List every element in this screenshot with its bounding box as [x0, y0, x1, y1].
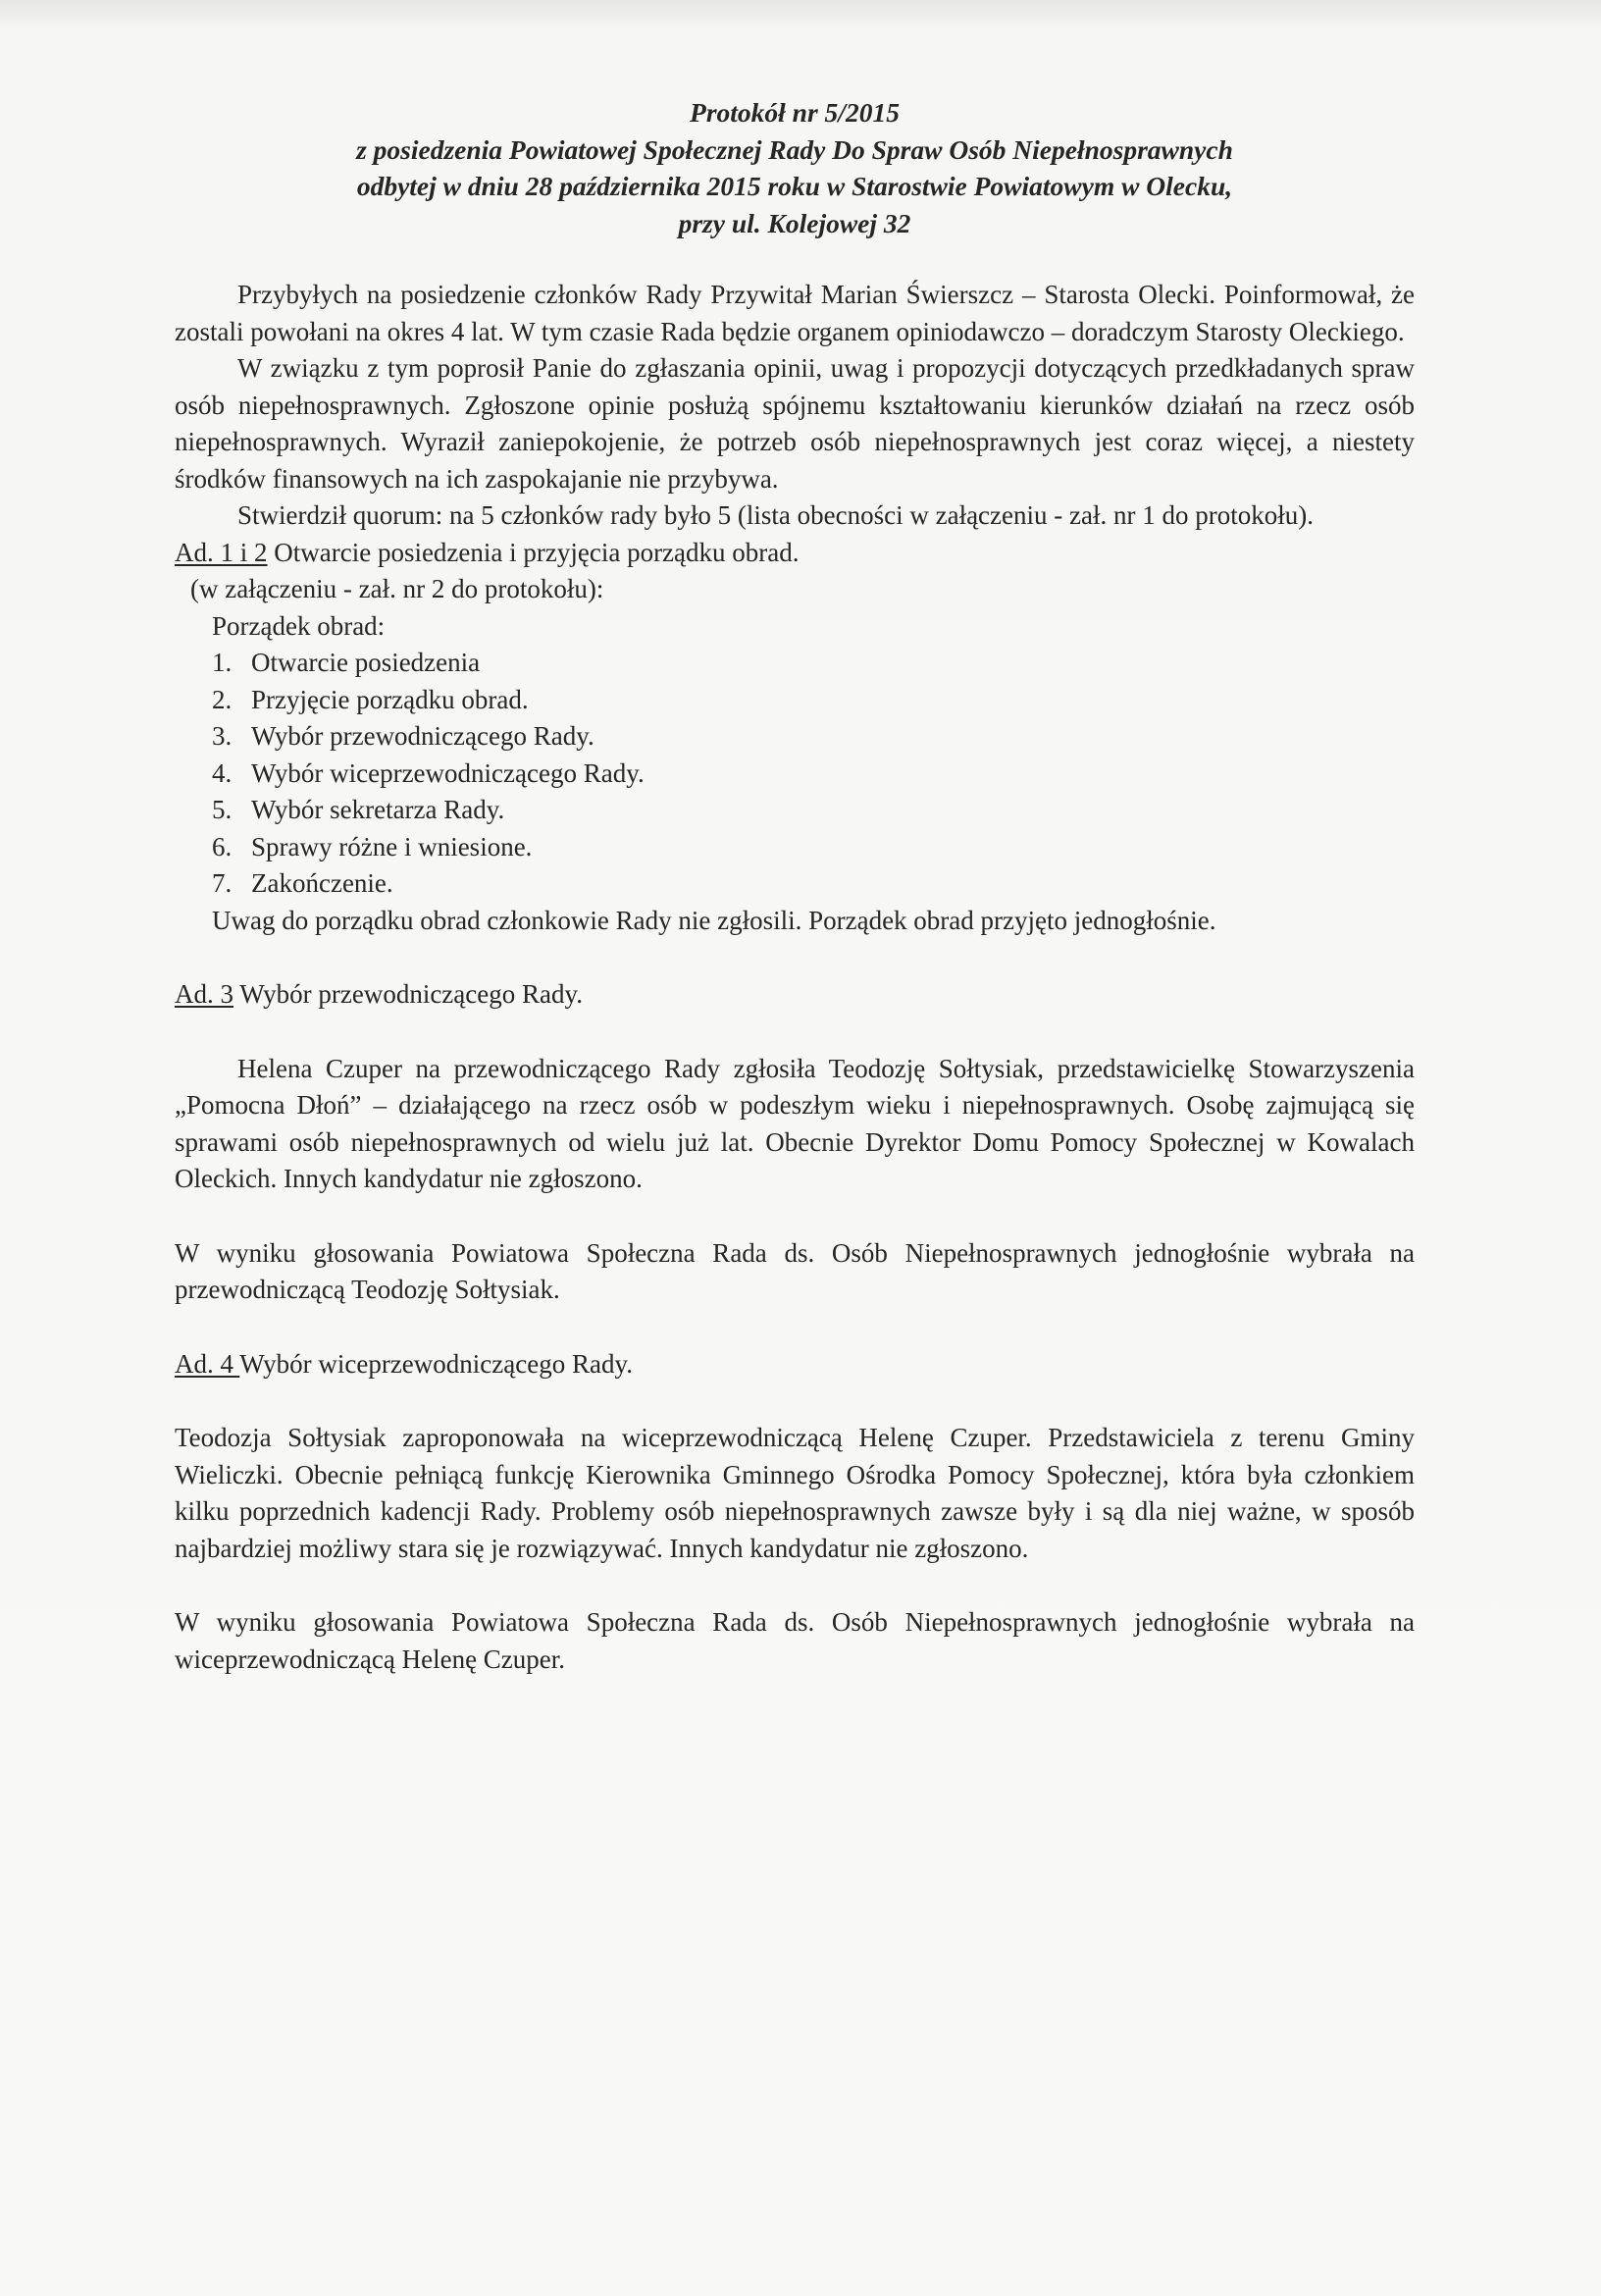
section-ad4-title: Wybór wiceprzewodniczącego Rady. — [239, 1348, 633, 1379]
ad4-paragraph-1: Teodozja Sołtysiak zaproponowała na wiceprzewodniczącą Helenę Czuper. Przedstawiciela z terenu Gminy Wieliczki. Obecnie pełniącą funkcję Kierownika Gminnego Ośrodka Pomocy Społecznej, która była członkiem kilku poprzednich kadencji Rady. Problemy osób niepełnosprawnych zawsze były i są dla niej ważne, w sposób najbardziej możliwy stara się je rozwiązywać. Innych kandydatur nie zgłoszono. — [175, 1423, 1415, 1563]
agenda-item: 2. Przyjęcie porządku obrad. — [212, 684, 529, 714]
protocol-title: Protokół nr 5/2015 — [690, 97, 900, 128]
agenda-item: 6. Sprawy różne i wniesione. — [212, 831, 533, 861]
attachment-note: (w załączeniu - zał. nr 2 do protokołu): — [190, 574, 604, 603]
agenda-item: 4. Wybór wiceprzewodniczącego Rady. — [212, 757, 645, 788]
intro-paragraph-1: Przybyłych na posiedzenie członków Rady Przywitał Marian Świerszcz – Starosta Olecki. Poinformował, że zostali powołani na okres 4 lat. W tym czasie Rada będzie organem opiniodawczo – doradczym Starosty Oleckiego. — [175, 280, 1415, 346]
ad3-paragraph-2: W wyniku głosowania Powiatowa Społeczna Rada ds. Osób Niepełnosprawnych jednogłośnie wybrała na przewodniczącą Teodozję Sołtysiak. — [175, 1237, 1415, 1304]
agenda-item: 5. Wybór sekretarza Rady. — [212, 795, 505, 824]
meeting-subtitle: z posiedzenia Powiatowej Społecznej Rady Do Spraw Osób Niepełnosprawnych — [356, 133, 1233, 165]
section-ad3-label: Ad. 3 — [175, 979, 233, 1009]
section-ad12-title: Otwarcie posiedzenia i przyjęcia porządku obrad. — [267, 537, 800, 567]
document-header — [175, 94, 1415, 241]
agenda-item: 1. Otwarcie posiedzenia — [212, 648, 481, 677]
agenda-list — [196, 645, 1415, 903]
section-ad3-heading — [175, 976, 1415, 1014]
agenda-item: 7. Zakończenie. — [212, 868, 393, 898]
agenda-item: 3. Wybór przewodniczącego Rady. — [212, 721, 594, 751]
section-ad4-label: Ad. 4 — [175, 1348, 240, 1379]
intro-paragraph-2: W związku z tym poprosił Panie do zgłaszania opinii, uwag i propozycji dotyczących przedkładanych spraw osób niepełnosprawnych. Zgłoszone opinie posłużą spójnemu kształtowaniu kierunków działań na rzecz osób niepełnosprawnych. Wyraził zaniepokojenie, że potrzeb osób niepełnosprawnych jest coraz więcej, a niestety środków finansowych na ich zaspokajanie nie przybywa. — [175, 353, 1415, 494]
ad3-paragraph-1: Helena Czuper na przewodniczącego Rady zgłosiła Teodozję Sołtysiak, przedstawicielkę Stowarzyszenia „Pomocna Dłoń” – działającego na rzecz osób w podeszłym wieku i niepełnosprawnych. Osobę zajmującą się sprawami osób niepełnosprawnych od wielu już lat. Obecnie Dyrektor Domu Pomocy Społecznej w Kowalach Oleckich. Innych kandydatur nie zgłoszono. — [175, 1053, 1415, 1193]
document-body — [175, 94, 1415, 1678]
agenda-title: Porządek obrad: — [212, 610, 386, 641]
section-ad12-label: Ad. 1 i 2 — [175, 537, 268, 567]
meeting-date-place: odbytej w dniu 28 października 2015 roku w Starostwie Powiatowym w Olecku, — [356, 171, 1233, 201]
section-ad12-heading — [175, 535, 1415, 572]
agenda-remark: Uwag do porządku obrad członkowie Rady nie zgłosili. Porządek obrad przyjęto jednogłośnie. — [212, 905, 1216, 935]
meeting-address: przy ul. Kolejowej 32 — [678, 207, 911, 238]
ad4-paragraph-2: W wyniku głosowania Powiatowa Społeczna Rada ds. Osób Niepełnosprawnych jednogłośnie wybrała na wiceprzewodniczącą Helenę Czuper. — [175, 1607, 1415, 1674]
intro-paragraph-3: Stwierdził quorum: na 5 członków rady było 5 (lista obecności w załączeniu - zał. nr 1 do protokołu). — [237, 500, 1314, 530]
section-ad4-heading — [175, 1346, 1415, 1383]
section-ad3-title: Wybór przewodniczącego Rady. — [233, 979, 583, 1009]
